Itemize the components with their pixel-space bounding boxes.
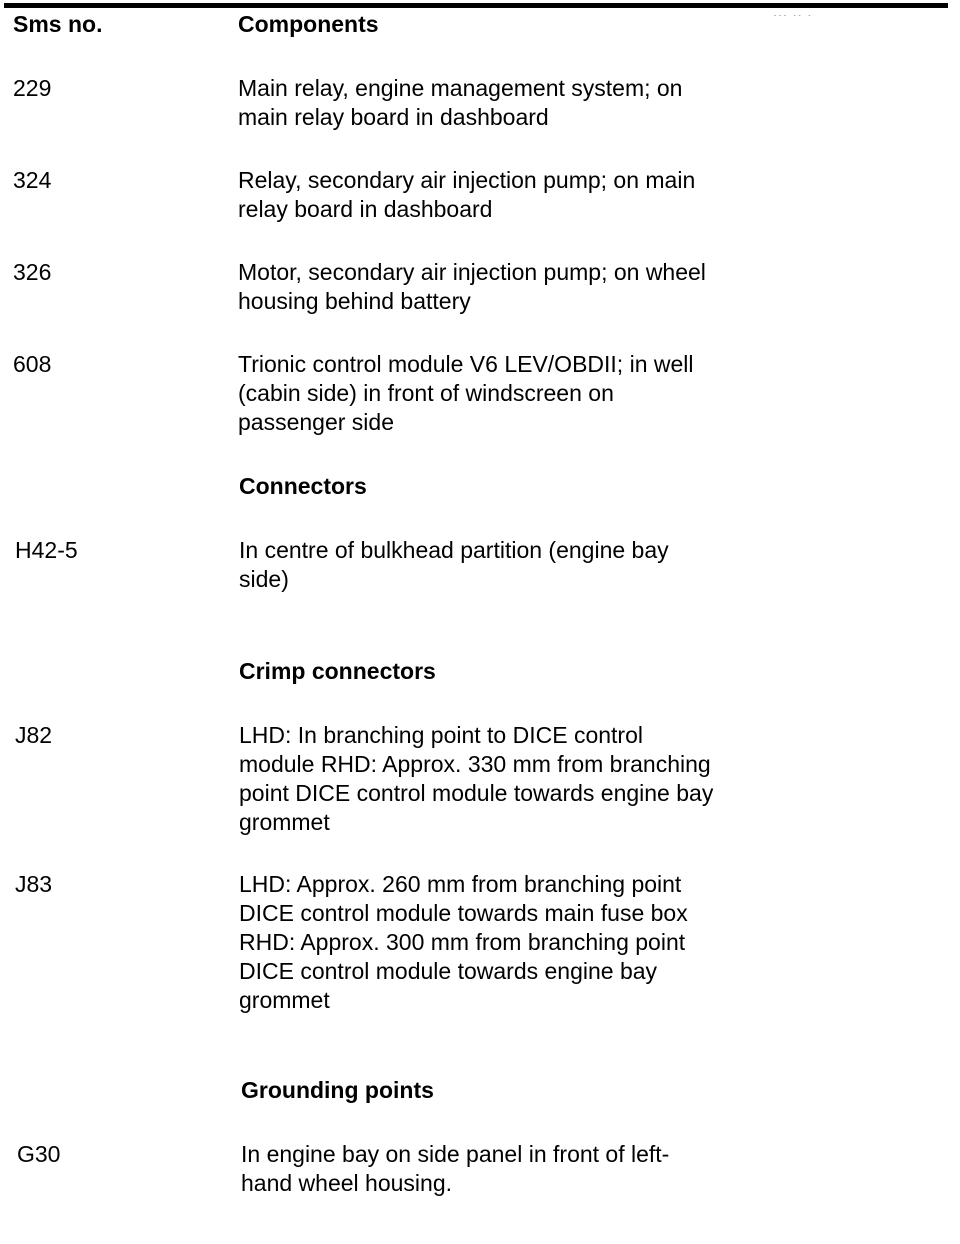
scan-marks: --- -- - [774,13,814,19]
description-line: LHD: Approx. 260 mm from branching point [239,871,682,897]
component-description [238,74,798,132]
sms-number: 608 [13,351,52,377]
description-line: housing behind battery [238,288,471,314]
crimp-connectors-heading: Crimp connectors [239,658,436,684]
sms-number: G30 [17,1141,61,1167]
sms-number: 229 [13,75,52,101]
grounding-points-heading: Grounding points [241,1077,434,1103]
description-line: Main relay, engine management system; on [238,75,683,101]
sms-number: J83 [15,871,53,897]
connectors-heading: Connectors [239,473,367,499]
description-line: hand wheel housing. [241,1170,452,1196]
crimp-connector-description [239,721,799,837]
description-line: (cabin side) in front of windscreen on [238,380,614,406]
grounding-point-description [241,1140,801,1198]
components-header: Components [238,11,379,37]
description-line: LHD: In branching point to DICE control [239,722,643,748]
description-line: grommet [239,809,330,835]
sms-number: H42-5 [15,537,78,563]
description-line: DICE control module towards engine bay [239,958,658,984]
component-description [238,258,798,316]
description-line: RHD: Approx. 300 mm from branching point [239,929,686,955]
description-line: Motor, secondary air injection pump; on wheel [238,259,706,285]
description-line: point DICE control module towards engine bay [239,780,714,806]
sms-number: 326 [13,259,52,285]
crimp-connector-description [239,870,799,1015]
description-line: module RHD: Approx. 330 mm from branching [239,751,711,777]
sms-no-header: Sms no. [13,11,103,37]
description-line: Trionic control module V6 LEV/OBDII; in well [238,351,694,377]
description-line: In centre of bulkhead partition (engine bay [239,537,669,563]
description-line: main relay board in dashboard [238,104,549,130]
sms-number: 324 [13,167,52,193]
description-line: DICE control module towards main fuse box [239,900,688,926]
top-rule [4,3,948,8]
component-description [238,350,798,437]
sms-number: J82 [15,722,53,748]
description-line: In engine bay on side panel in front of left- [241,1141,670,1167]
description-line: passenger side [238,409,394,435]
description-line: side) [239,566,289,592]
description-line: relay board in dashboard [238,196,493,222]
component-description [238,166,798,224]
connector-description [239,536,799,594]
description-line: grommet [239,987,330,1013]
description-line: Relay, secondary air injection pump; on main [238,167,696,193]
